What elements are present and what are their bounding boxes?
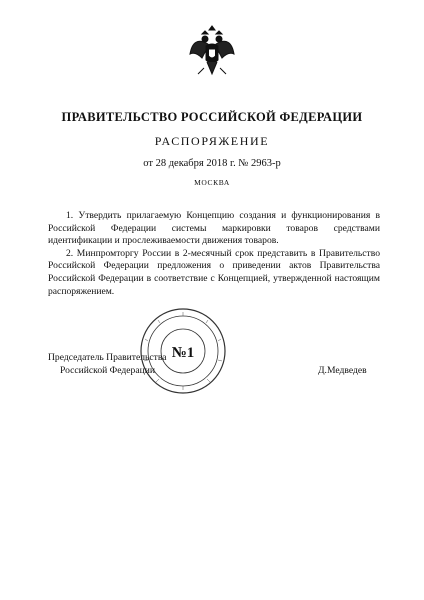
signatory-position — [48, 352, 167, 377]
paragraph-2: 2. Минпромторгу России в 2-месячный срок представить в Правительство Российской Федерации предложения о приведении актов Правительства Российской Федерации в соответствие с Концепцией, утвержденной настоящим распоряжением. — [48, 247, 380, 297]
paragraph-1: 1. Утвердить прилагаемую Концепцию создания и функционирования в Российской Федерации системы маркировки товаров средствами идентификации и прослеживаемости движения товаров. — [48, 210, 380, 247]
government-title: ПРАВИТЕЛЬСТВО РОССИЙСКОЙ ФЕДЕРАЦИИ — [61, 110, 363, 124]
official-stamp — [138, 306, 228, 396]
coat-of-arms-icon — [188, 24, 236, 82]
city: МОСКВА — [194, 178, 230, 187]
document-body — [48, 210, 380, 298]
document-type: РАСПОРЯЖЕНИЕ — [154, 134, 270, 148]
stamp-number: №1 — [171, 345, 195, 361]
date-and-number: от 28 декабря 2018 г. № 2963-р — [143, 158, 281, 169]
signatory-position-line1: Председатель Правительства — [48, 352, 167, 363]
signatory-name: Д.Медведев — [318, 365, 367, 376]
signatory-position-line2: Российской Федерации — [60, 364, 155, 376]
